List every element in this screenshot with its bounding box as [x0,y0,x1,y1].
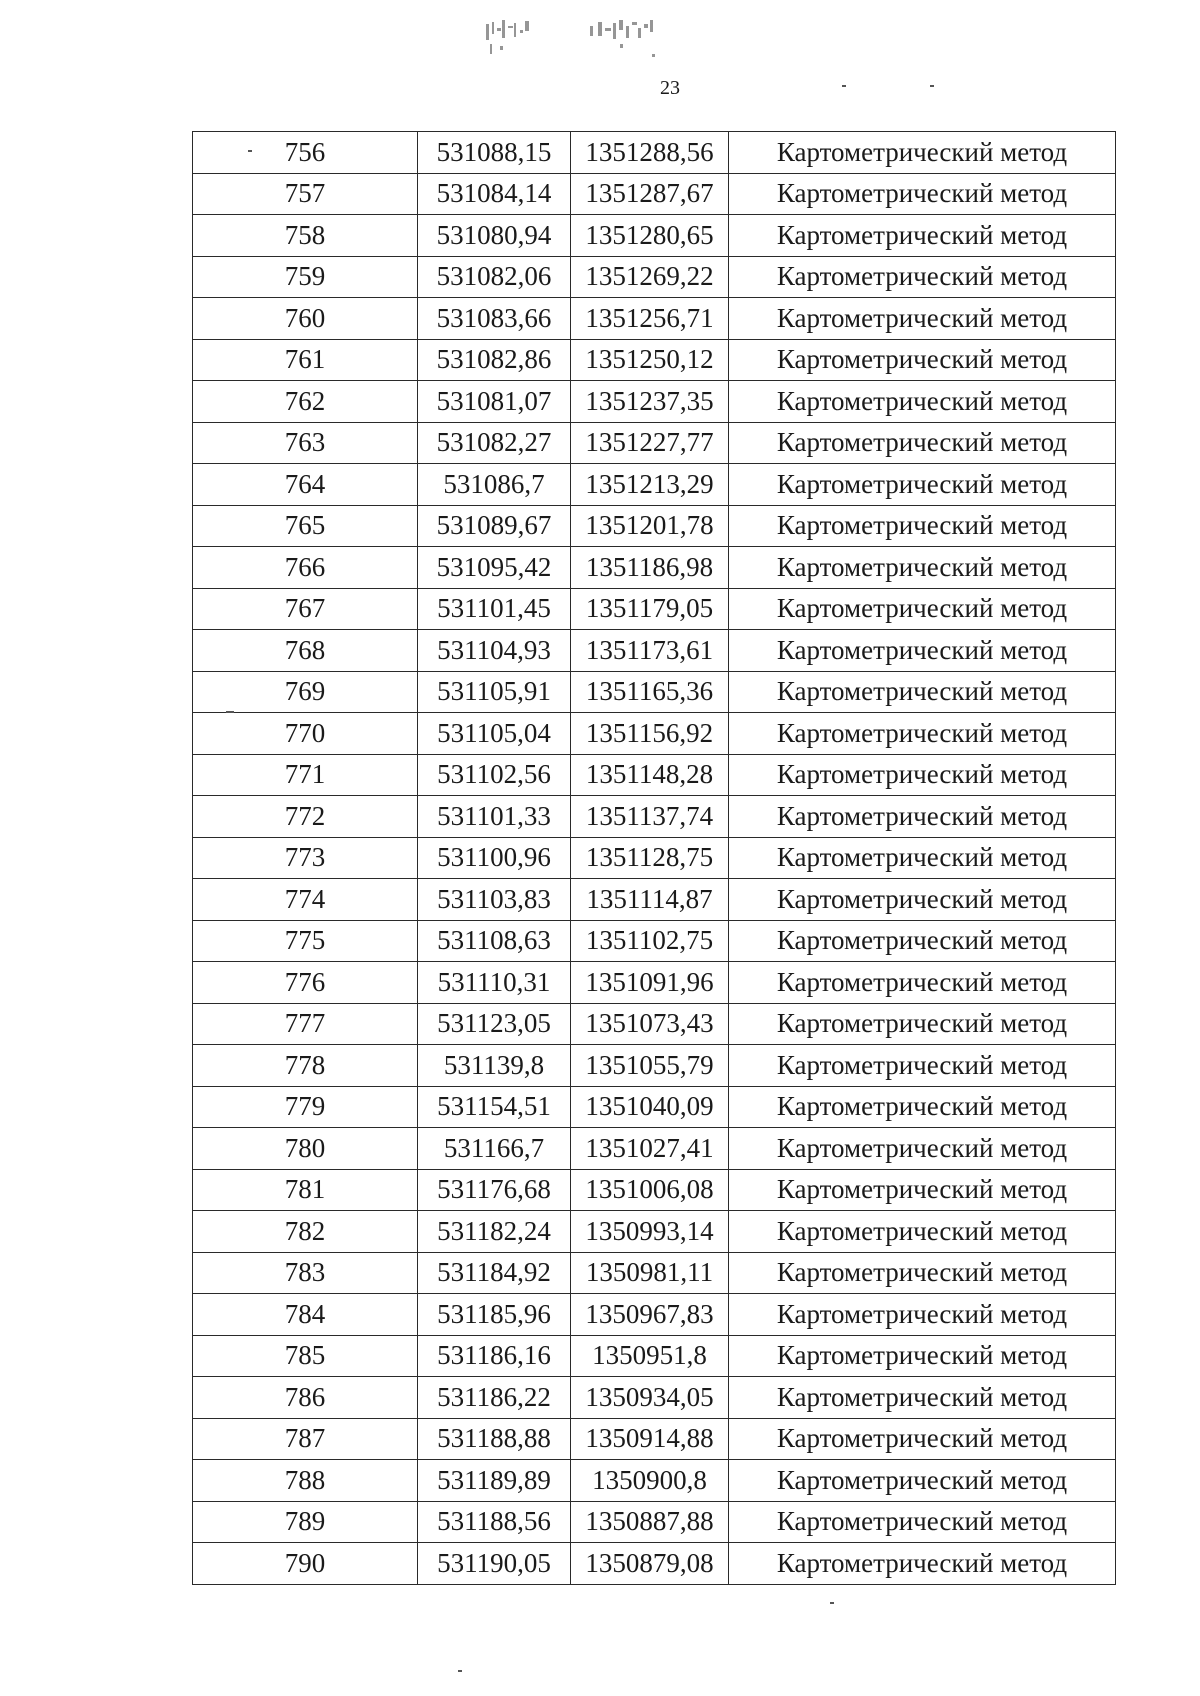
method-cell: Картометрический метод [729,132,1116,174]
x-coordinate-cell: 531186,16 [418,1335,571,1377]
method-cell: Картометрический метод [729,381,1116,423]
y-coordinate-cell: 1351006,08 [571,1169,729,1211]
method-cell: Картометрический метод [729,1128,1116,1170]
y-coordinate-cell: 1351186,98 [571,547,729,589]
method-cell: Картометрический метод [729,1377,1116,1419]
x-coordinate-cell: 531095,42 [418,547,571,589]
y-coordinate-cell: 1350900,8 [571,1460,729,1502]
scan-speck [248,150,252,152]
y-coordinate-cell: 1351256,71 [571,298,729,340]
point-number-cell: 771 [193,754,418,796]
method-cell: Картометрический метод [729,339,1116,381]
stamp-mark [480,14,730,78]
table-row [193,173,1116,215]
x-coordinate-cell: 531139,8 [418,1045,571,1087]
table-row [193,464,1116,506]
table-row [193,1086,1116,1128]
y-coordinate-cell: 1351102,75 [571,920,729,962]
x-coordinate-cell: 531080,94 [418,215,571,257]
y-coordinate-cell: 1350981,11 [571,1252,729,1294]
y-coordinate-cell: 1351040,09 [571,1086,729,1128]
point-number-cell: 780 [193,1128,418,1170]
method-cell: Картометрический метод [729,1211,1116,1253]
x-coordinate-cell: 531182,24 [418,1211,571,1253]
table-row [193,547,1116,589]
method-cell: Картометрический метод [729,1501,1116,1543]
y-coordinate-cell: 1351269,22 [571,256,729,298]
method-cell: Картометрический метод [729,173,1116,215]
y-coordinate-cell: 1351114,87 [571,879,729,921]
x-coordinate-cell: 531083,66 [418,298,571,340]
table-row [193,1169,1116,1211]
x-coordinate-cell: 531105,91 [418,671,571,713]
point-number-cell: 769 [193,671,418,713]
table-row [193,1003,1116,1045]
x-coordinate-cell: 531188,88 [418,1418,571,1460]
y-coordinate-cell: 1351201,78 [571,505,729,547]
x-coordinate-cell: 531154,51 [418,1086,571,1128]
table-row [193,837,1116,879]
x-coordinate-cell: 531110,31 [418,962,571,1004]
point-number-cell: 789 [193,1501,418,1543]
point-number-cell: 765 [193,505,418,547]
scan-speck [930,85,934,87]
x-coordinate-cell: 531123,05 [418,1003,571,1045]
point-number-cell: 786 [193,1377,418,1419]
method-cell: Картометрический метод [729,505,1116,547]
point-number-cell: 776 [193,962,418,1004]
table-row [193,132,1116,174]
x-coordinate-cell: 531100,96 [418,837,571,879]
x-coordinate-cell: 531103,83 [418,879,571,921]
point-number-cell: 781 [193,1169,418,1211]
table-row [193,754,1116,796]
x-coordinate-cell: 531104,93 [418,630,571,672]
method-cell: Картометрический метод [729,256,1116,298]
point-number-cell: 777 [193,1003,418,1045]
y-coordinate-cell: 1351027,41 [571,1128,729,1170]
table-row [193,1252,1116,1294]
method-cell: Картометрический метод [729,588,1116,630]
method-cell: Картометрический метод [729,962,1116,1004]
y-coordinate-cell: 1351055,79 [571,1045,729,1087]
x-coordinate-cell: 531166,7 [418,1128,571,1170]
point-number-cell: 788 [193,1460,418,1502]
y-coordinate-cell: 1351156,92 [571,713,729,755]
point-number-cell: 787 [193,1418,418,1460]
point-number-cell: 772 [193,796,418,838]
x-coordinate-cell: 531102,56 [418,754,571,796]
y-coordinate-cell: 1351280,65 [571,215,729,257]
y-coordinate-cell: 1350993,14 [571,1211,729,1253]
y-coordinate-cell: 1350967,83 [571,1294,729,1336]
method-cell: Картометрический метод [729,1169,1116,1211]
x-coordinate-cell: 531082,27 [418,422,571,464]
x-coordinate-cell: 531088,15 [418,132,571,174]
x-coordinate-cell: 531105,04 [418,713,571,755]
y-coordinate-cell: 1350951,8 [571,1335,729,1377]
method-cell: Картометрический метод [729,920,1116,962]
method-cell: Картометрический метод [729,671,1116,713]
scan-speck [830,1602,834,1604]
point-number-cell: 774 [193,879,418,921]
point-number-cell: 770 [193,713,418,755]
y-coordinate-cell: 1350934,05 [571,1377,729,1419]
x-coordinate-cell: 531176,68 [418,1169,571,1211]
table-row [193,671,1116,713]
table-row [193,796,1116,838]
method-cell: Картометрический метод [729,422,1116,464]
table-row [193,298,1116,340]
method-cell: Картометрический метод [729,1335,1116,1377]
table-row [193,920,1116,962]
point-number-cell: 759 [193,256,418,298]
method-cell: Картометрический метод [729,1294,1116,1336]
point-number-cell: 764 [193,464,418,506]
y-coordinate-cell: 1351237,35 [571,381,729,423]
method-cell: Картометрический метод [729,630,1116,672]
point-number-cell: 756 [193,132,418,174]
point-number-cell: 761 [193,339,418,381]
page-number: 23 [660,77,680,99]
table-row [193,1377,1116,1419]
x-coordinate-cell: 531082,06 [418,256,571,298]
table-row [193,588,1116,630]
x-coordinate-cell: 531188,56 [418,1501,571,1543]
x-coordinate-cell: 531184,92 [418,1252,571,1294]
x-coordinate-cell: 531089,67 [418,505,571,547]
point-number-cell: 782 [193,1211,418,1253]
method-cell: Картометрический метод [729,464,1116,506]
y-coordinate-cell: 1351287,67 [571,173,729,215]
method-cell: Картометрический метод [729,754,1116,796]
table-row [193,1418,1116,1460]
method-cell: Картометрический метод [729,1003,1116,1045]
table-row [193,339,1116,381]
y-coordinate-cell: 1350887,88 [571,1501,729,1543]
table-row [193,505,1116,547]
point-number-cell: 766 [193,547,418,589]
table-row [193,256,1116,298]
coordinates-table-body [193,132,1116,1585]
point-number-cell: 763 [193,422,418,464]
x-coordinate-cell: 531086,7 [418,464,571,506]
y-coordinate-cell: 1351179,05 [571,588,729,630]
table-row [193,1045,1116,1087]
x-coordinate-cell: 531185,96 [418,1294,571,1336]
y-coordinate-cell: 1351128,75 [571,837,729,879]
scan-speck [458,1670,462,1672]
table-row [193,962,1116,1004]
y-coordinate-cell: 1350879,08 [571,1543,729,1585]
method-cell: Картометрический метод [729,837,1116,879]
scan-speck [226,711,234,713]
method-cell: Картометрический метод [729,298,1116,340]
y-coordinate-cell: 1351137,74 [571,796,729,838]
x-coordinate-cell: 531101,45 [418,588,571,630]
point-number-cell: 760 [193,298,418,340]
table-row [193,1501,1116,1543]
method-cell: Картометрический метод [729,1460,1116,1502]
table-row [193,215,1116,257]
x-coordinate-cell: 531189,89 [418,1460,571,1502]
point-number-cell: 784 [193,1294,418,1336]
point-number-cell: 758 [193,215,418,257]
point-number-cell: 778 [193,1045,418,1087]
x-coordinate-cell: 531084,14 [418,173,571,215]
point-number-cell: 768 [193,630,418,672]
point-number-cell: 790 [193,1543,418,1585]
x-coordinate-cell: 531101,33 [418,796,571,838]
y-coordinate-cell: 1351213,29 [571,464,729,506]
table-row [193,1460,1116,1502]
method-cell: Картометрический метод [729,1543,1116,1585]
table-row [193,879,1116,921]
method-cell: Картометрический метод [729,1086,1116,1128]
table-row [193,381,1116,423]
point-number-cell: 783 [193,1252,418,1294]
point-number-cell: 757 [193,173,418,215]
method-cell: Картометрический метод [729,879,1116,921]
method-cell: Картометрический метод [729,713,1116,755]
table-row [193,1128,1116,1170]
x-coordinate-cell: 531186,22 [418,1377,571,1419]
point-number-cell: 785 [193,1335,418,1377]
y-coordinate-cell: 1351173,61 [571,630,729,672]
y-coordinate-cell: 1351091,96 [571,962,729,1004]
point-number-cell: 762 [193,381,418,423]
point-number-cell: 779 [193,1086,418,1128]
scan-speck [842,85,846,87]
point-number-cell: 773 [193,837,418,879]
method-cell: Картометрический метод [729,1045,1116,1087]
y-coordinate-cell: 1351227,77 [571,422,729,464]
y-coordinate-cell: 1350914,88 [571,1418,729,1460]
point-number-cell: 775 [193,920,418,962]
table-row [193,1543,1116,1585]
y-coordinate-cell: 1351250,12 [571,339,729,381]
method-cell: Картометрический метод [729,796,1116,838]
y-coordinate-cell: 1351165,36 [571,671,729,713]
x-coordinate-cell: 531082,86 [418,339,571,381]
point-number-cell: 767 [193,588,418,630]
x-coordinate-cell: 531108,63 [418,920,571,962]
table-row [193,630,1116,672]
table-row [193,1335,1116,1377]
method-cell: Картометрический метод [729,1418,1116,1460]
table-row [193,1294,1116,1336]
method-cell: Картометрический метод [729,547,1116,589]
x-coordinate-cell: 531190,05 [418,1543,571,1585]
table-row [193,422,1116,464]
table-row [193,713,1116,755]
method-cell: Картометрический метод [729,215,1116,257]
method-cell: Картометрический метод [729,1252,1116,1294]
y-coordinate-cell: 1351073,43 [571,1003,729,1045]
y-coordinate-cell: 1351288,56 [571,132,729,174]
coordinates-table [192,131,1116,1585]
x-coordinate-cell: 531081,07 [418,381,571,423]
y-coordinate-cell: 1351148,28 [571,754,729,796]
table-row [193,1211,1116,1253]
